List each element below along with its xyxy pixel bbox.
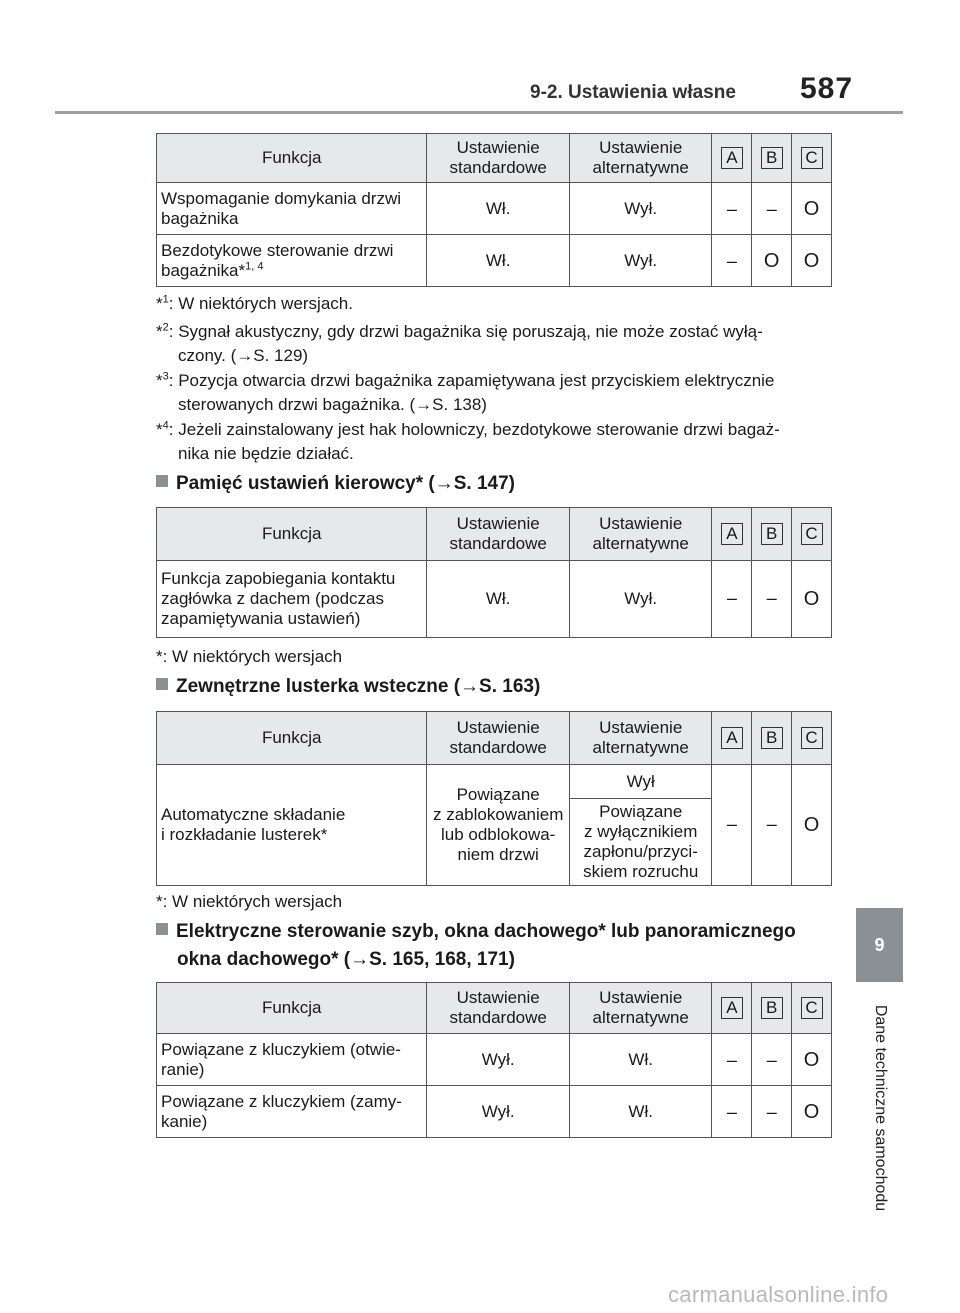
default-value-cell: Wył. bbox=[427, 1034, 570, 1086]
section-heading-mirrors: Zewnętrzne lusterka wsteczne (→S. 163) bbox=[156, 673, 846, 701]
chapter-title: Dane techniczne samochodu bbox=[871, 1004, 889, 1212]
availability-b: – bbox=[752, 1086, 792, 1138]
col-header-alternative: Ustawienie alternatywne bbox=[569, 712, 712, 765]
availability-b: – bbox=[752, 1034, 792, 1086]
settings-table-tailgate bbox=[156, 133, 832, 287]
col-header-a: A bbox=[712, 134, 752, 183]
availability-a: – bbox=[712, 235, 752, 287]
section-heading-windows: Elektryczne sterowanie szyb, okna dachowego* lub panoramicznego okna dachowego* (→S. 165, 168, 171) bbox=[156, 918, 846, 974]
default-value-cell: Wł. bbox=[427, 235, 570, 287]
alternative-value-cell: Wył bbox=[569, 765, 712, 799]
col-header-function: Funkcja bbox=[157, 983, 427, 1034]
col-header-function: Funkcja bbox=[157, 134, 427, 183]
table-header-row bbox=[157, 508, 832, 561]
section-title: 9-2. Ustawienia własne bbox=[530, 82, 736, 103]
col-header-default: Ustawienie standardowe bbox=[427, 712, 570, 765]
col-header-a: A bbox=[712, 712, 752, 765]
col-header-c: C bbox=[792, 983, 832, 1034]
alternative-value-cell: Wył. bbox=[569, 183, 712, 235]
function-cell: Bezdotykowe sterowanie drzwi bagażnika*$^{1, 4}$ bbox=[157, 235, 427, 287]
col-header-c: C bbox=[792, 508, 832, 561]
table-row bbox=[157, 561, 832, 638]
col-header-c: C bbox=[792, 712, 832, 765]
footnote-3: *$^3$: Pozycja otwarcia drzwi bagażnika zapamiętywana jest przyciskiem elektrycznie sterowanych drzwi bagażnika. (→S. 138) bbox=[156, 370, 775, 414]
alternative-value-cell: Wył. bbox=[569, 561, 712, 638]
col-header-a: A bbox=[712, 508, 752, 561]
function-cell: Powiązane z kluczykiem (zamy- kanie) bbox=[157, 1086, 427, 1138]
availability-c: O bbox=[792, 183, 832, 235]
table-row bbox=[157, 183, 832, 235]
col-header-default: Ustawienie standardowe bbox=[427, 508, 570, 561]
availability-a: – bbox=[712, 183, 752, 235]
default-value-cell: Wł. bbox=[427, 561, 570, 638]
availability-a: – bbox=[712, 765, 752, 886]
col-header-b: B bbox=[752, 508, 792, 561]
alternative-value-cell: Wył. bbox=[569, 235, 712, 287]
col-header-default: Ustawienie standardowe bbox=[427, 983, 570, 1034]
availability-b: – bbox=[752, 183, 792, 235]
section-heading-driver-memory: Pamięć ustawień kierowcy* (→S. 147) bbox=[156, 470, 846, 498]
col-header-default: Ustawienie standardowe bbox=[427, 134, 570, 183]
footnote-4: *$^4$: Jeżeli zainstalowany jest hak holowniczy, bezdotykowe sterowanie drzwi bagaż- nika nie będzie działać. bbox=[156, 419, 780, 463]
table-row bbox=[157, 765, 832, 799]
header-divider bbox=[55, 111, 903, 114]
col-header-function: Funkcja bbox=[157, 508, 427, 561]
alternative-value-cell: Wł. bbox=[569, 1086, 712, 1138]
footnote-mirrors: *: W niektórych wersjach bbox=[156, 892, 343, 911]
default-value-cell: Wł. bbox=[427, 183, 570, 235]
settings-table-driver-memory bbox=[156, 507, 832, 638]
col-header-alternative: Ustawienie alternatywne bbox=[569, 983, 712, 1034]
table-row bbox=[157, 235, 832, 287]
availability-c: O bbox=[792, 765, 832, 886]
col-header-alternative: Ustawienie alternatywne bbox=[569, 508, 712, 561]
bullet-square-icon bbox=[156, 475, 168, 487]
alternative-value-cell: Wł. bbox=[569, 1034, 712, 1086]
function-cell: Wspomaganie domykania drzwi bagażnika bbox=[157, 183, 427, 235]
col-header-b: B bbox=[752, 712, 792, 765]
footnote-1: *$^1$: W niektórych wersjach. bbox=[156, 293, 353, 313]
col-header-b: B bbox=[752, 134, 792, 183]
settings-table-windows bbox=[156, 982, 832, 1138]
page-number: 587 bbox=[800, 72, 854, 105]
alternative-value-cell: Powiązane z wyłącznikiem zapłonu/przyci- skiem rozruchu bbox=[569, 799, 712, 886]
col-header-c: C bbox=[792, 134, 832, 183]
default-value-cell: Wył. bbox=[427, 1086, 570, 1138]
availability-b: – bbox=[752, 765, 792, 886]
table-header-row bbox=[157, 983, 832, 1034]
default-value-cell: Powiązane z zablokowaniem lub odblokowa- niem drzwi bbox=[427, 765, 570, 886]
availability-b: O bbox=[752, 235, 792, 287]
table-row bbox=[157, 1086, 832, 1138]
availability-c: O bbox=[792, 1086, 832, 1138]
bullet-square-icon bbox=[156, 923, 168, 935]
settings-table-mirrors bbox=[156, 711, 832, 886]
availability-b: – bbox=[752, 561, 792, 638]
footnote-driver-memory: *: W niektórych wersjach bbox=[156, 647, 343, 666]
function-cell: Automatyczne składanie i rozkładanie lusterek* bbox=[157, 765, 427, 886]
watermark: carmanualsonline.info bbox=[668, 1282, 889, 1307]
table-header-row bbox=[157, 712, 832, 765]
col-header-b: B bbox=[752, 983, 792, 1034]
col-header-a: A bbox=[712, 983, 752, 1034]
availability-c: O bbox=[792, 1034, 832, 1086]
footnote-2: *$^2$: Sygnał akustyczny, gdy drzwi bagażnika się poruszają, nie może zostać wyłą- czony. (→S. 129) bbox=[156, 321, 763, 365]
bullet-square-icon bbox=[156, 678, 168, 690]
table-header-row bbox=[157, 134, 832, 183]
availability-c: O bbox=[792, 561, 832, 638]
function-cell: Powiązane z kluczykiem (otwie- ranie) bbox=[157, 1034, 427, 1086]
availability-c: O bbox=[792, 235, 832, 287]
chapter-tab: 9 bbox=[856, 908, 903, 982]
availability-a: – bbox=[712, 561, 752, 638]
col-header-alternative: Ustawienie alternatywne bbox=[569, 134, 712, 183]
col-header-function: Funkcja bbox=[157, 712, 427, 765]
availability-a: – bbox=[712, 1034, 752, 1086]
function-cell: Funkcja zapobiegania kontaktu zagłówka z dachem (podczas zapamiętywania ustawień) bbox=[157, 561, 427, 638]
table-row bbox=[157, 1034, 832, 1086]
chapter-title-vertical bbox=[856, 994, 903, 1230]
availability-a: – bbox=[712, 1086, 752, 1138]
